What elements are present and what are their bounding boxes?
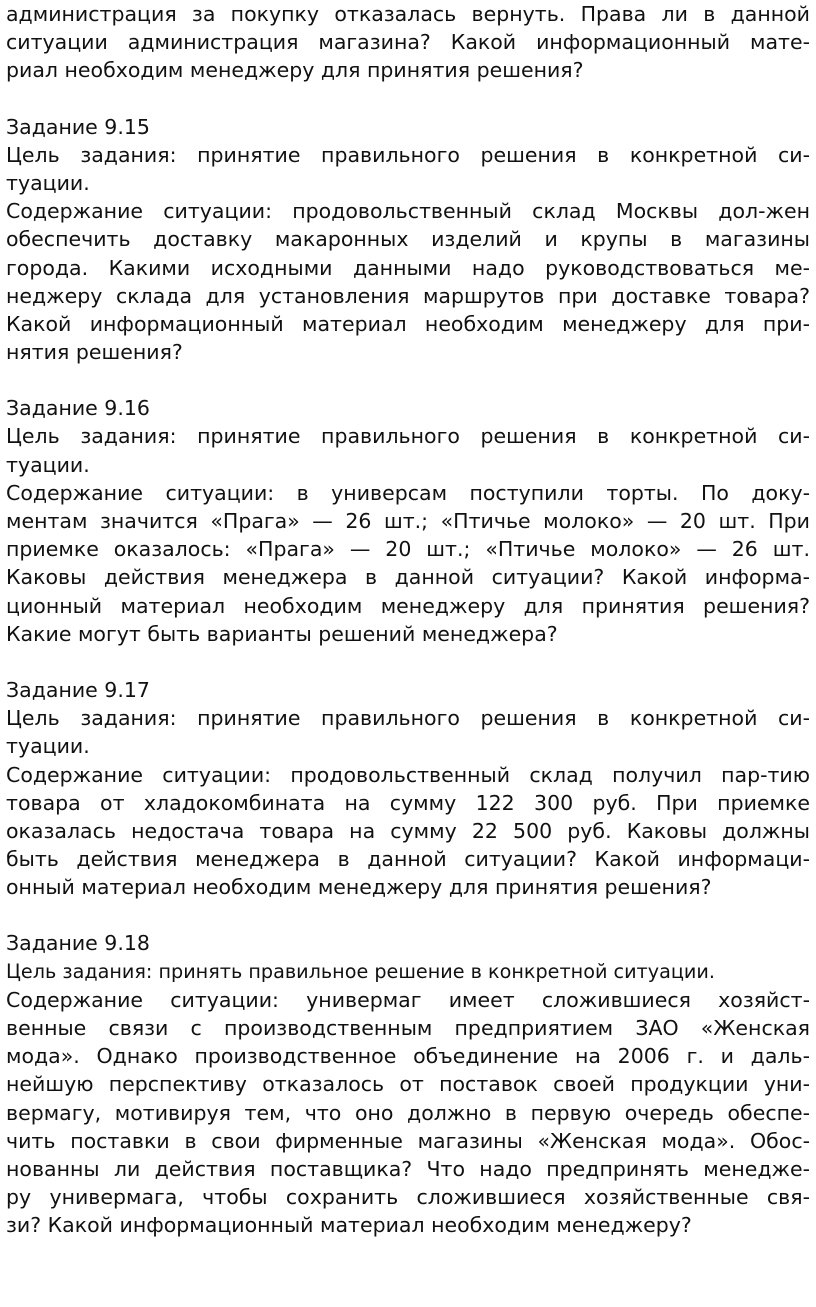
task-9-18 xyxy=(6,929,810,1239)
task-9-15 xyxy=(6,113,810,367)
task-content: нованны ли действия поставщика? Что надо предпринять менедже- xyxy=(6,1156,810,1181)
task-title: Задание 9.17 xyxy=(6,677,150,702)
task-goal: Цель задания: принять правильное решение в конкретной ситуации. xyxy=(6,959,715,983)
task-content: приемке оказалось: «Прага» — 20 шт.; «Птичье молоко» — 26 шт. xyxy=(6,537,810,562)
task-content: неджеру склада для установления маршрутов при доставке товара? xyxy=(6,283,810,308)
paragraph-gap xyxy=(6,648,810,676)
task-content: нятия решения? xyxy=(6,340,183,365)
task-goal-cont: туации. xyxy=(6,734,90,759)
task-content: оказалась недостача товара на сумму 22 500 руб. Каковы должны xyxy=(6,818,810,843)
task-content: зи? Какой информационный материал необходим менеджеру? xyxy=(6,1213,692,1238)
task-goal: Цель задания: принятие правильного решения в конкретной си- xyxy=(6,706,810,731)
paragraph-gap xyxy=(6,85,810,113)
task-9-17 xyxy=(6,676,810,902)
task-content: венные связи с производственным предприятием ЗАО «Женская xyxy=(6,1016,810,1040)
task-content: Каковы действия менеджера в данной ситуации? Какой информа- xyxy=(6,565,810,590)
task-content: нейшую перспективу отказалось от поставок своей продукции уни- xyxy=(6,1072,810,1097)
task-title: Задание 9.16 xyxy=(6,396,150,421)
task-content: города. Какими исходными данными надо руководствоваться ме- xyxy=(6,255,810,280)
task-content: ментам значится «Прага» — 26 шт.; «Птичье молоко» — 20 шт. При xyxy=(6,509,810,533)
task-title: Задание 9.15 xyxy=(6,114,150,139)
text-line: администрация за покупку отказалась вернуть. Права ли в данной xyxy=(6,2,810,26)
task-goal: Цель задания: принятие правильного решения в конкретной си- xyxy=(6,142,810,167)
intro-paragraph xyxy=(6,0,810,85)
task-9-16 xyxy=(6,394,810,648)
task-content: чить поставки в свои фирменные магазины «Женская мода». Обос- xyxy=(6,1128,810,1153)
task-content: ционный материал необходим менеджеру для принятия решения? xyxy=(6,593,810,618)
task-content: Какой информационный материал необходим менеджеру для при- xyxy=(6,311,810,336)
task-goal: Цель задания: принятие правильного решения в конкретной си- xyxy=(6,424,810,449)
task-content: Содержание ситуации: в универсам поступили торты. По доку- xyxy=(6,480,810,505)
task-content: Какие могут быть варианты решений менеджера? xyxy=(6,621,558,646)
task-content: Содержание ситуации: продовольственный склад получил пар-тию xyxy=(6,762,810,787)
task-content: Содержание ситуации: универмаг имеет сложившиеся хозяйст- xyxy=(6,987,810,1012)
task-goal-cont: туации. xyxy=(6,170,90,195)
paragraph-gap xyxy=(6,901,810,929)
text-line: ситуации администрация магазина? Какой информационный мате- xyxy=(6,30,810,55)
task-title: Задание 9.18 xyxy=(6,931,150,956)
task-content: ру универмага, чтобы сохранить сложившиеся хозяйственные свя- xyxy=(6,1185,810,1210)
task-content: онный материал необходим менеджеру для принятия решения? xyxy=(6,875,712,900)
task-content: мода». Однако производственное объединение на 2006 г. и даль- xyxy=(6,1044,810,1069)
task-content: товара от хладокомбината на сумму 122 300 руб. При приемке xyxy=(6,790,810,815)
text-line: риал необходим менеджеру для принятия решения? xyxy=(6,58,584,83)
task-content: Содержание ситуации: продовольственный склад Москвы дол-жен xyxy=(6,199,810,224)
paragraph-gap xyxy=(6,366,810,394)
task-content: вермагу, мотивируя тем, что оно должно в первую очередь обеспе- xyxy=(6,1100,810,1125)
task-content: обеспечить доставку макаронных изделий и крупы в магазины xyxy=(6,227,810,252)
task-goal-cont: туации. xyxy=(6,452,90,477)
task-content: быть действия менеджера в данной ситуации? Какой информаци- xyxy=(6,847,810,872)
